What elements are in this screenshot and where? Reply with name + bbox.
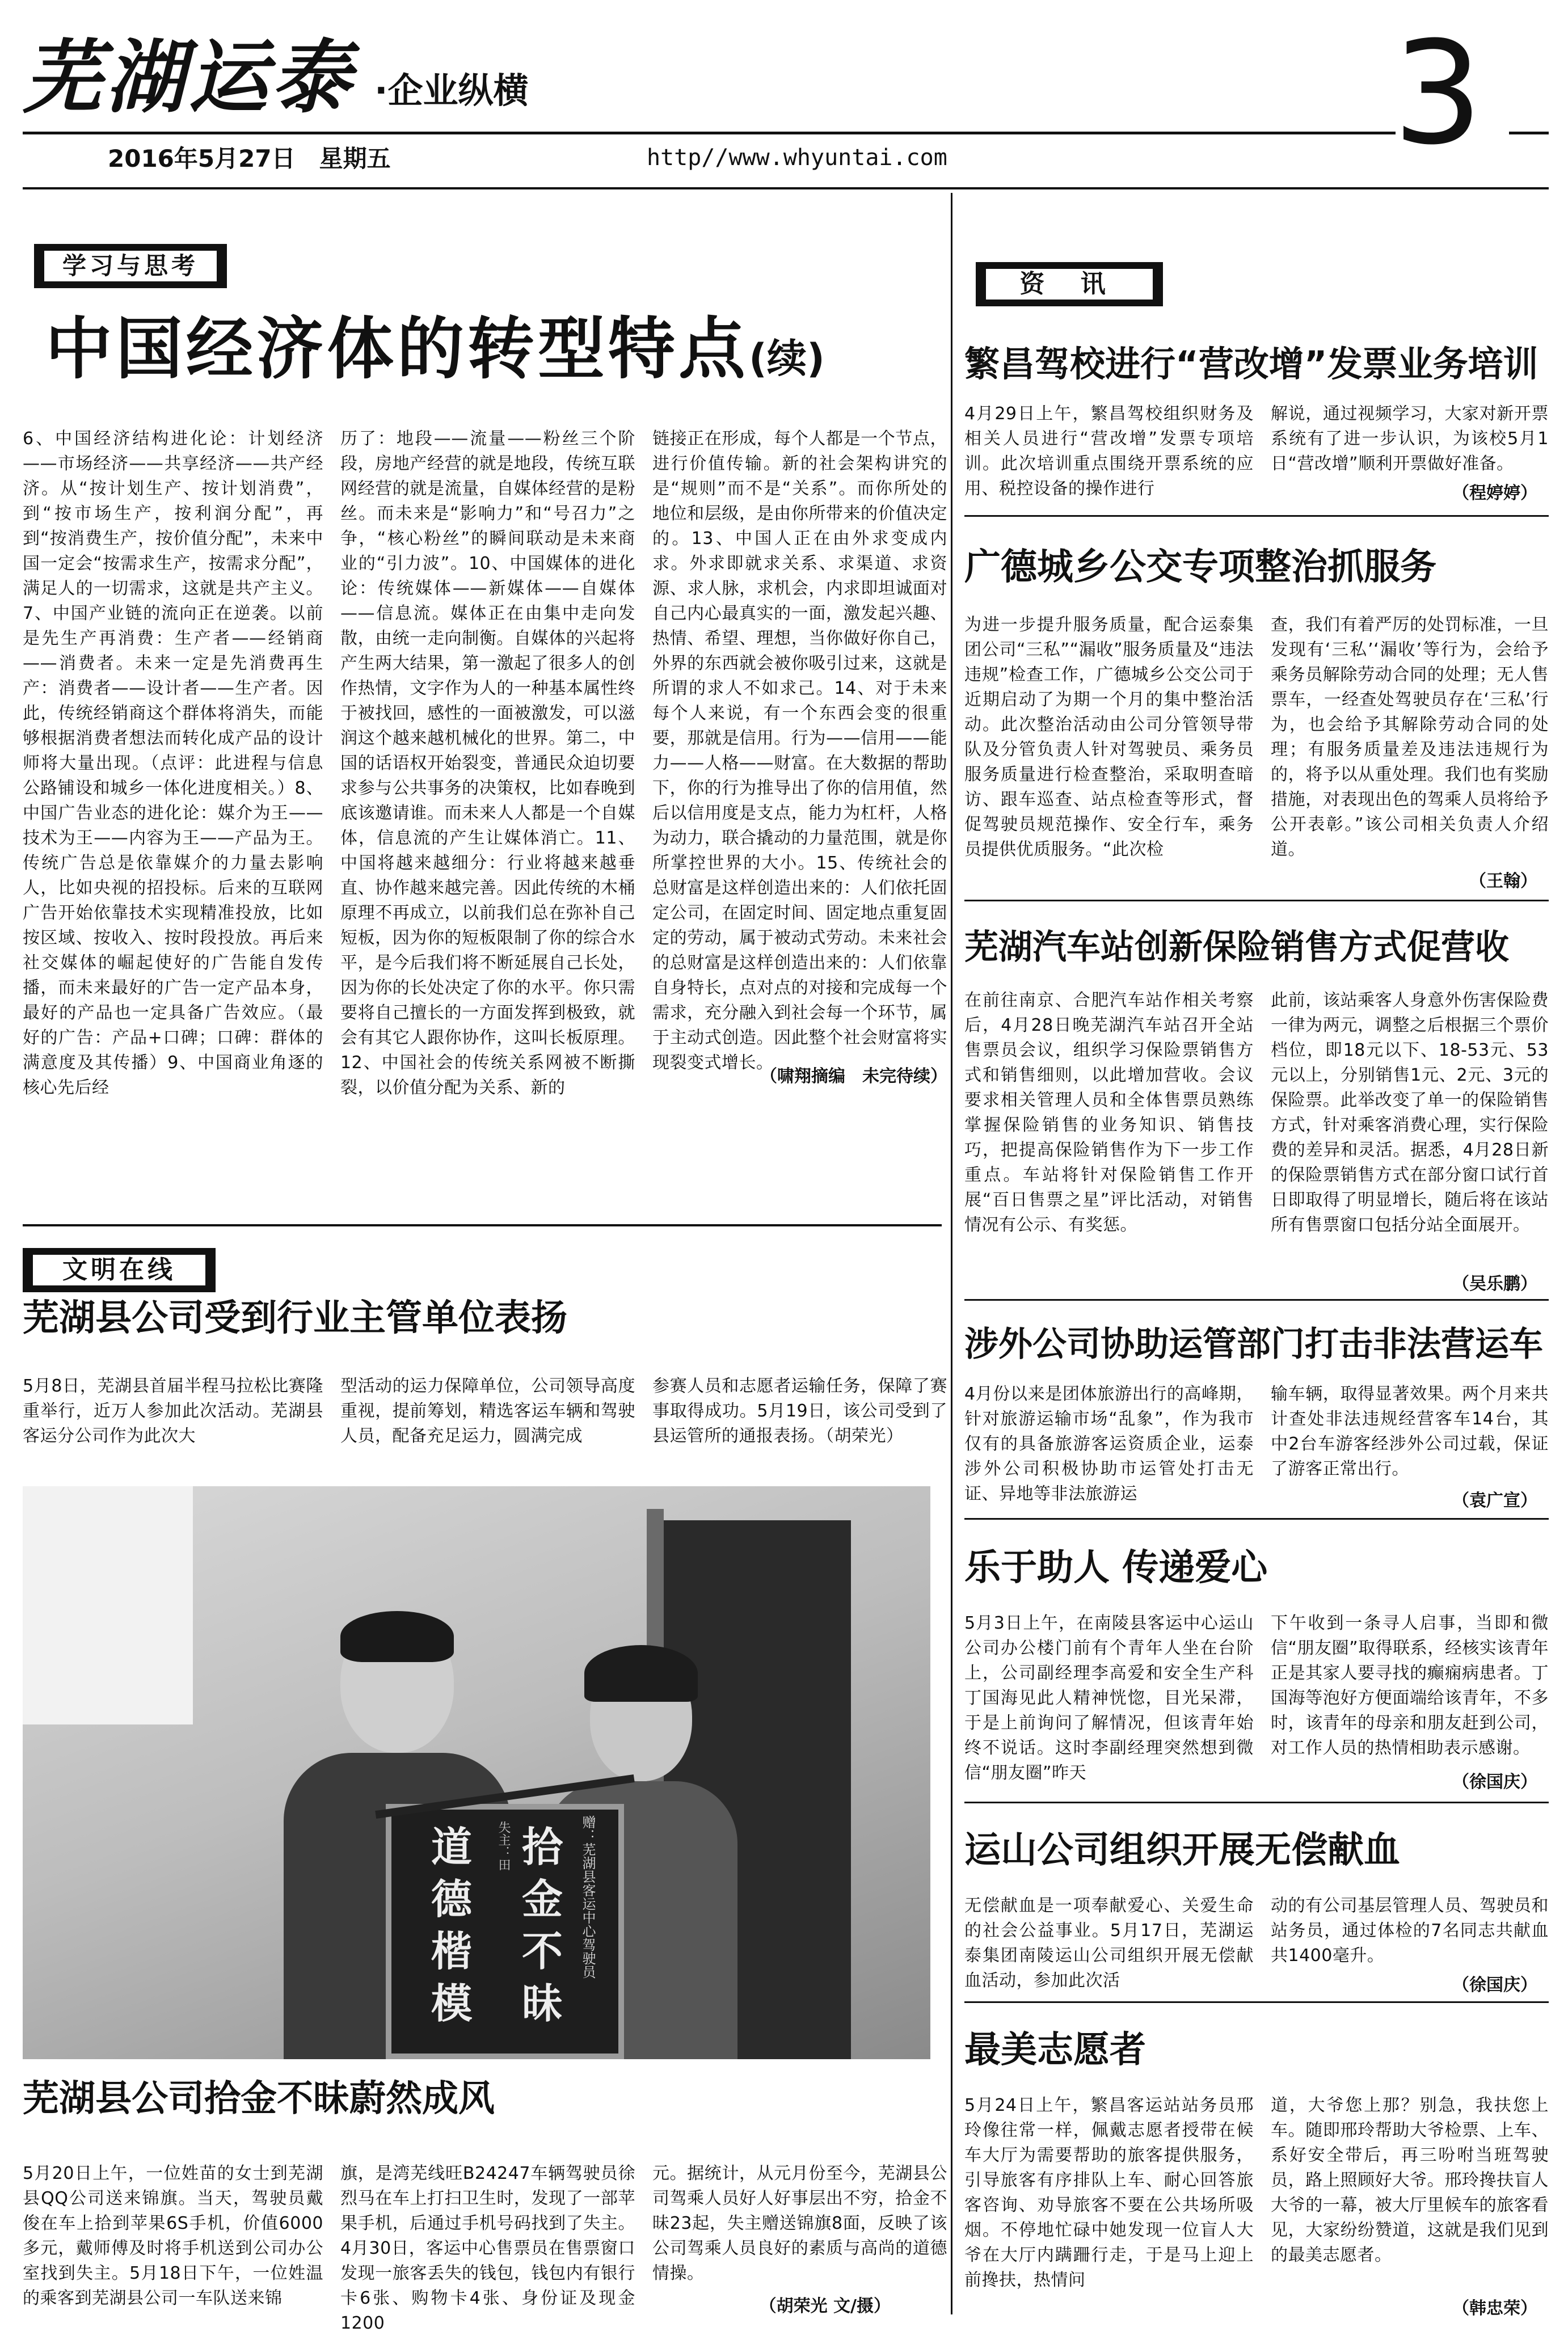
column-divider <box>951 193 952 2314</box>
column-tag-study: 学习与思考 <box>34 244 227 288</box>
banner-char: 昧 <box>522 1979 563 2027</box>
right-rule-3 <box>964 1299 1549 1301</box>
banner-giver: 失主：田 <box>496 1821 511 1871</box>
guangde-bus-col-2: 查，我们有着严厉的处罚标准，一旦发现有‘三私’‘漏收’等行为，会给予乘务员解除劳动合同的处理；无人售票车，一经查处驾驶员存在‘三私’行为，也会给予其解除劳动合同的处理；有服务质量差及违法违规行为的，将予以从重处理。我们也有奖励措施，对表现出色的驾乘人员将给予公开表彰。”该公司相关负责人介绍道。 <box>1271 615 1549 859</box>
helping-col-2: 下午收到一条寻人启事，当即和微信“朋友圈”取得联系，经核实该青年正是其家人要寻找的癫痫病患者。丁国海等泡好方便面端给该青年，不多时，该青年的母亲和朋友赶到公司，对工作人员的热情相助表示感谢。 <box>1271 1613 1549 1758</box>
man-hair <box>340 1611 454 1662</box>
county-praise-col-2: 型活动的运力保障单位，公司领导高度重视，提前筹划，精选客运车辆和驾驶人员，配备充足运力，圆满完成 <box>340 1376 635 1446</box>
illegal-transport-byline: （袁广宣） <box>1452 1491 1537 1511</box>
website-url: http//www.whyuntai.com <box>647 145 947 171</box>
issue-date: 2016年5月27日 星期五 <box>108 145 391 172</box>
column-tag-news: 资 讯 <box>976 262 1163 306</box>
newspaper-logo: 芜湖运泰 <box>23 31 355 124</box>
masthead <box>0 0 1568 176</box>
left-section-rule <box>23 1224 942 1226</box>
main-article-col-2: 历了：地段——流量——粉丝三个阶段，房地产经营的就是地段，传统互联网经营的就是流量，自媒体经营的是粉丝。而未来是“影响力”和“号召力”之争，“核心粉丝”的瞬间联动是未来商业的“引力波”。10、中国媒体的进化论：传统媒体——新媒体——自媒体——信息流。媒体正在由集中走向发散，由统一走向制衡。自媒体的兴起将产生两大结果，第一激起了很多人的创作热情，文字作为人的一种基本属性终于被找回，感性的一面被激发，可以滋润这个越来越机械化的世界。第二，中国的话语权开始裂变，普通民众迫切要求参与公共事务的决策权，比如春晚到底该邀请谁。而未来人人都是一个自媒体，信息流的产生让媒体消亡。11、中国将越来越细分：行业将越来越垂直、协作越来越完善。因此传统的木桶原理不再成立，以前我们总在弥补自己短板，因为你的短板限制了你的综合水平，是今后我们将不断延展自己长处，因为你的长处决定了你的水平。你只需要将自己擅长的一方面发挥到极致，就会有其它人跟你协作，这叫长板原理。12、中国社会的传统关系网被不断撕裂，以价值分配为关系、新的 <box>340 429 635 1098</box>
award-ceremony-photo <box>23 1486 930 2059</box>
page-number: 3 <box>1393 11 1483 176</box>
main-title-text: 中国经济体的转型特点 <box>45 310 749 388</box>
blood-donation-col-1: 无偿献血是一项奉献爱心、关爱生命的社会公益事业。5月17日，芜湖运泰集团南陵运山公司组织开展无偿献血活动，参加此次活 <box>964 1896 1254 1991</box>
lost-found-col-1: 5月20日上午，一位姓苗的女士到芜湖县QQ公司送来锦旗。当天，驾驶员戴俊在车上拾到苹果6S手机，价值6000多元，戴师傅及时将手机送到公司办公室找到失主。5月18日下午，一位姓温的乘客到芜湖县公司一车队送来锦 <box>23 2164 323 2308</box>
banner-char: 道 <box>431 1823 473 1871</box>
main-article-title <box>45 306 930 391</box>
blood-donation-title: 运山公司组织开展无偿献血 <box>964 1829 1400 1871</box>
helping-col-1: 5月3日上午，在南陵县客运中心运山公司办公楼门前有个青年人坐在台阶上，公司副经理李高爱和安全生产科丁国海见此人精神恍惚，目光呆滞，于是上前询问了解情况，但该青年始终不说话。这时李副经理突然想到微信“朋友圈”昨天 <box>964 1613 1254 1783</box>
blood-donation-byline: （徐国庆） <box>1452 1975 1537 1995</box>
banner-char: 金 <box>522 1875 563 1923</box>
main-article-col-1: 6、中国经济结构进化论：计划经济——市场经济——共享经济——共产经济。从“按计划生产、按计划消费”，到“按市场生产，按利润分配”，再到“按消费生产，按价值分配”，未来中国一定会“按需求生产，按需求分配”，满足人的一切需求，这就是共产主义。7、中国产业链的流向正在逆袭。以前是先生产再消费：生产者——经销商——消费者。未来一定是先消费再生产：消费者——设计者——生产者。因此，传统经销商这个群体将消失，而能够根据消费者想法而转化成产品的设计师将大量出现。（点评：此进程与信息公路铺设和城乡一体化进度相关。）8、中国广告业态的进化论：媒介为王——技术为王——内容为王——产品为王。传统广告总是依靠媒介的力量去影响人，比如央视的招投标。后来的互联网广告开始依靠技术实现精准投放，比如按区域、按收入、按时段投放。再后来社交媒体的崛起使好的广告能自发传播，而未来最好的广告一定产品本身，最好的产品也一定具备广告效应。（最好的广告：产品+口碑；口碑：群体的满意度及其传播）9、中国商业角逐的核心先后经 <box>23 429 323 1098</box>
driving-school-title: 繁昌驾校进行“营改增”发票业务培训 <box>964 343 1539 385</box>
main-article-byline: （啸翔摘编 未完待续） <box>760 1066 947 1086</box>
banner-char: 不 <box>522 1927 563 1975</box>
woman-hair <box>584 1645 698 1702</box>
masthead-rule <box>23 132 1396 134</box>
banner-char: 德 <box>431 1875 473 1923</box>
page-number-tick <box>1509 132 1549 134</box>
right-rule-1 <box>964 515 1549 517</box>
right-rule-4 <box>964 1518 1549 1520</box>
volunteer-byline: （韩忠荣） <box>1452 2299 1537 2318</box>
lost-found-title: 芜湖县公司拾金不昧蔚然成风 <box>23 2078 495 2120</box>
volunteer-col-2: 道，大爷您上那？别急，我扶您上车。随即邢玲帮助大爷检票、上车、系好安全带后，再三吩咐当班驾驶员，路上照顾好大爷。邢玲搀扶盲人大爷的一幕，被大厅里候车的旅客看见，大家纷纷赞道，这就是我们见到的最美志愿者。 <box>1271 2095 1549 2265</box>
banner-chars-left <box>431 1821 477 2030</box>
driving-school-col-2: 解说，通过视频学习，大家对新开票系统有了进一步认识，为该校5月1日“营改增”顺利开票做好准备。 <box>1271 404 1549 474</box>
banner-char: 楷 <box>431 1927 473 1975</box>
right-rule-2 <box>964 900 1549 901</box>
main-article-col-3: 链接正在形成，每个人都是一个节点，进行价值传输。新的社会架构讲究的是“规则”而不是“关系”。而你所处的地位和层级，是由你所带来的价值决定的。13、中国人正在由外求变成内求。外求即就求关系、求渠道、求资源、求人脉，求机会，内求即坦诚面对自己内心最真实的一面，激发起兴趣、热情、希望、理想，当你做好你自己，外界的东西就会被你吸引过来，这就是所谓的求人不如求己。14、对于未来每个人来说，有一个东西会变的很重要，那就是信用。行为——信用——能力——人格——财富。在大数据的帮助下，你的行为推导出了你的信用值，然后以信用度是支点，能力为杠杆，人格为动力，联合撬动的力量范围，就是你所掌控世界的大小。15、传统社会的总财富是这样创造出来的：人们依托固定公司，在固定时间、固定地点重复固定的劳动，属于被动式劳动。未来社会的总财富是这样创造出来的：人们依靠自身特长，点对点的对接和完成每一个需求，充分融入到社会每一个环节，属于主动式创造。因此整个社会财富将实现裂变式增长。 <box>652 429 947 1073</box>
volunteer-col-1: 5月24日上午，繁昌客运站站务员邢玲像往常一样，佩戴志愿者授带在候车大厅为需要帮助的旅客提供服务，引导旅客有序排队上车、耐心回答旅客咨询、劝导旅客不要在公共场所吸烟。不停地忙碌中她发现一位盲人大爷在大厅内蹒跚行走，于是马上迎上前搀扶，热情问 <box>964 2095 1254 2290</box>
right-rule-6 <box>964 2001 1549 2003</box>
lost-found-col-2: 旗，是湾芜线旺B24247车辆驾驶员徐烈马在车上打扫卫生时，发现了一部苹果手机，后通过手机号码找到了失主。4月30日，客运中心售票员在售票窗口发现一旅客丢失的钱包，钱包内有银行卡6张、购物卡4张、身份证及现金1200 <box>340 2164 635 2333</box>
lost-found-byline: （胡荣光 文/摄） <box>759 2296 891 2316</box>
county-praise-col-3: 参赛人员和志愿者运输任务，保障了赛事取得成功。5月19日，该公司受到了县运管所的通报表扬。（胡荣光） <box>652 1376 947 1446</box>
illegal-transport-col-2: 输车辆，取得显著效果。两个月来共计查处非法违规经营客车14台，其中2台车游客经涉外公司过载，保证了游客正常出行。 <box>1271 1384 1549 1479</box>
insurance-col-1: 在前往南京、合肥汽车站作相关考察后，4月28日晚芜湖汽车站召开全站售票员会议，组织学习保险票销售方式和销售细则，以此增加营收。会议要求相关管理人员和全体售票员熟练掌握保险销售的业务知识、销售技巧，把提高保险销售作为下一步工作重点。车站将针对保险销售工作开展“百日售票之星”评比活动，对销售情况有公示、有奖惩。 <box>964 990 1254 1235</box>
banner-chars-right <box>522 1821 567 2030</box>
helping-byline: （徐国庆） <box>1452 1772 1537 1792</box>
blood-donation-col-2: 动的有公司基层管理人员、驾驶员和站务员，通过体检的7名同志共献血共1400毫升。 <box>1271 1896 1549 1966</box>
banner-dedication: 赠：芜湖县客运中心驾驶员 <box>580 1815 596 1979</box>
insurance-byline: （吴乐鹏） <box>1452 1274 1537 1294</box>
photo-window <box>23 1486 193 1724</box>
lost-found-col-3: 元。据统计，从元月份至今，芜湖县公司驾乘人员好人好事层出不穷，拾金不昧23起，失主赠送锦旗8面，反映了该公司驾乘人员良好的素质与高尚的道德情操。 <box>652 2164 947 2283</box>
guangde-bus-title: 广德城乡公交专项整治抓服务 <box>964 546 1436 588</box>
volunteer-title: 最美志愿者 <box>964 2029 1146 2071</box>
main-title-suffix: (续) <box>749 335 825 382</box>
section-name: ·企业纵横 <box>374 70 529 111</box>
illegal-transport-title: 涉外公司协助运管部门打击非法营运车 <box>964 1325 1543 1364</box>
guangde-bus-byline: （王翰） <box>1469 871 1537 891</box>
banner-char: 拾 <box>522 1823 563 1871</box>
banner-char: 模 <box>431 1979 473 2027</box>
driving-school-byline: （程婷婷） <box>1452 483 1537 503</box>
column-tag-civil: 文明在线 <box>23 1248 216 1292</box>
helping-title: 乐于助人 传递爱心 <box>964 1547 1268 1589</box>
masthead-bottom-rule <box>23 187 1549 189</box>
illegal-transport-col-1: 4月份以来是团体旅游出行的高峰期，针对旅游运输市场“乱象”，作为我市仅有的具备旅游客运资质企业，运泰涉外公司积极协助市运管处打击无证、异地等非法旅游运 <box>964 1384 1254 1504</box>
county-praise-col-1: 5月8日，芜湖县首届半程马拉松比赛隆重举行，近万人参加此次活动。芜湖县客运分公司作为此次大 <box>23 1376 323 1446</box>
right-rule-5 <box>964 1802 1549 1803</box>
honor-banner <box>386 1804 624 2059</box>
guangde-bus-col-1: 为进一步提升服务质量，配合运泰集团公司“三私”“漏收”服务质量及“违法违规”检查工作，广德城乡公交公司于近期启动了为期一个月的集中整治活动。此次整治活动由公司分管领导带队及分管负责人针对驾驶员、乘务员服务质量进行检查整治，采取明查暗访、跟车巡查、站点检查等形式，督促驾驶员规范操作、安全行车，乘务员提供优质服务。“此次检 <box>964 615 1254 859</box>
insurance-col-2: 此前，该站乘客人身意外伤害保险费一律为两元，调整之后根据三个票价档位，即18元以下、18-53元、53元以上，分别销售1元、2元、3元的保险票。此举改变了单一的保险销售方式，针对乘客消费心理，实行保险费的差异和灵活。据悉，4月28日新的保险票销售方式在部分窗口试行首日即取得了明显增长，随后将在该站所有售票窗口包括分站全面展开。 <box>1271 990 1549 1235</box>
driving-school-col-1: 4月29日上午，繁昌驾校组织财务及相关人员进行“营改增”发票专项培训。此次培训重点围绕开票系统的应用、税控设备的操作进行 <box>964 404 1254 499</box>
county-praise-title: 芜湖县公司受到行业主管单位表扬 <box>23 1297 567 1339</box>
insurance-title: 芜湖汽车站创新保险销售方式促营收 <box>964 927 1509 967</box>
